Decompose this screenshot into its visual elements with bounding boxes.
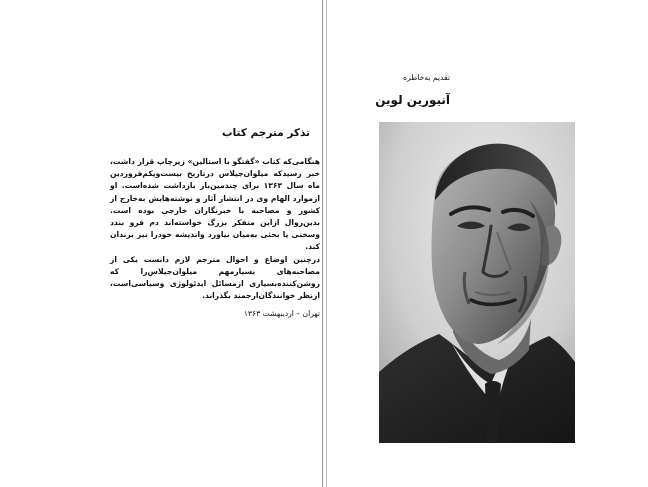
note-paragraph-2: درچنین اوضاع و احوال مترجم لازم دانست یکی از مصاحبه‌های بسیارمهم میلوان‌جیلاس‌را که روشن‌کننده‌بسیاری ازمسائل ایدئولوژی وسیاسی‌است، ازنظر خوانندگان‌ارجمند بگذراند. xyxy=(110,254,320,301)
translator-note-heading: تذکر مترجم کتاب xyxy=(222,127,310,139)
place-date-signoff: تهران – اردیبهشت ۱۳۶۳ xyxy=(243,309,320,318)
dedicatee-name: آنیورین لوین xyxy=(375,93,450,107)
page-gutter-line xyxy=(326,0,327,487)
note-paragraph-1: هنگامی‌که کتاب «گفتگو با استالین» زیرچاپ قرار داشت، خبر رسید‌که میلوان‌جیلاس در‌تاریخ بیست‌ویکم‌فروردین ماه سال ۱۳۶۳ برای چندمین‌بار بازداشت شده‌است. او ازموارد الهام وی در انتشار آثار و نوشته‌هایش به‌خارج از کشور و مصاحبه با خبرنگاران خارجی بوده است. بدین‌روال ازاین متفکر بزرگ خواسته‌اند دم فرو بندد وسخنی یا بحثی به‌میان نیاورد وانديشه خودرا نيز بزندان كند. xyxy=(110,157,320,252)
page-gutter-line xyxy=(322,0,323,487)
dedication-label: تقدیم به‌خاطره xyxy=(403,73,450,82)
portrait-photo-man-icon xyxy=(379,122,575,443)
translator-note-body xyxy=(110,156,320,302)
